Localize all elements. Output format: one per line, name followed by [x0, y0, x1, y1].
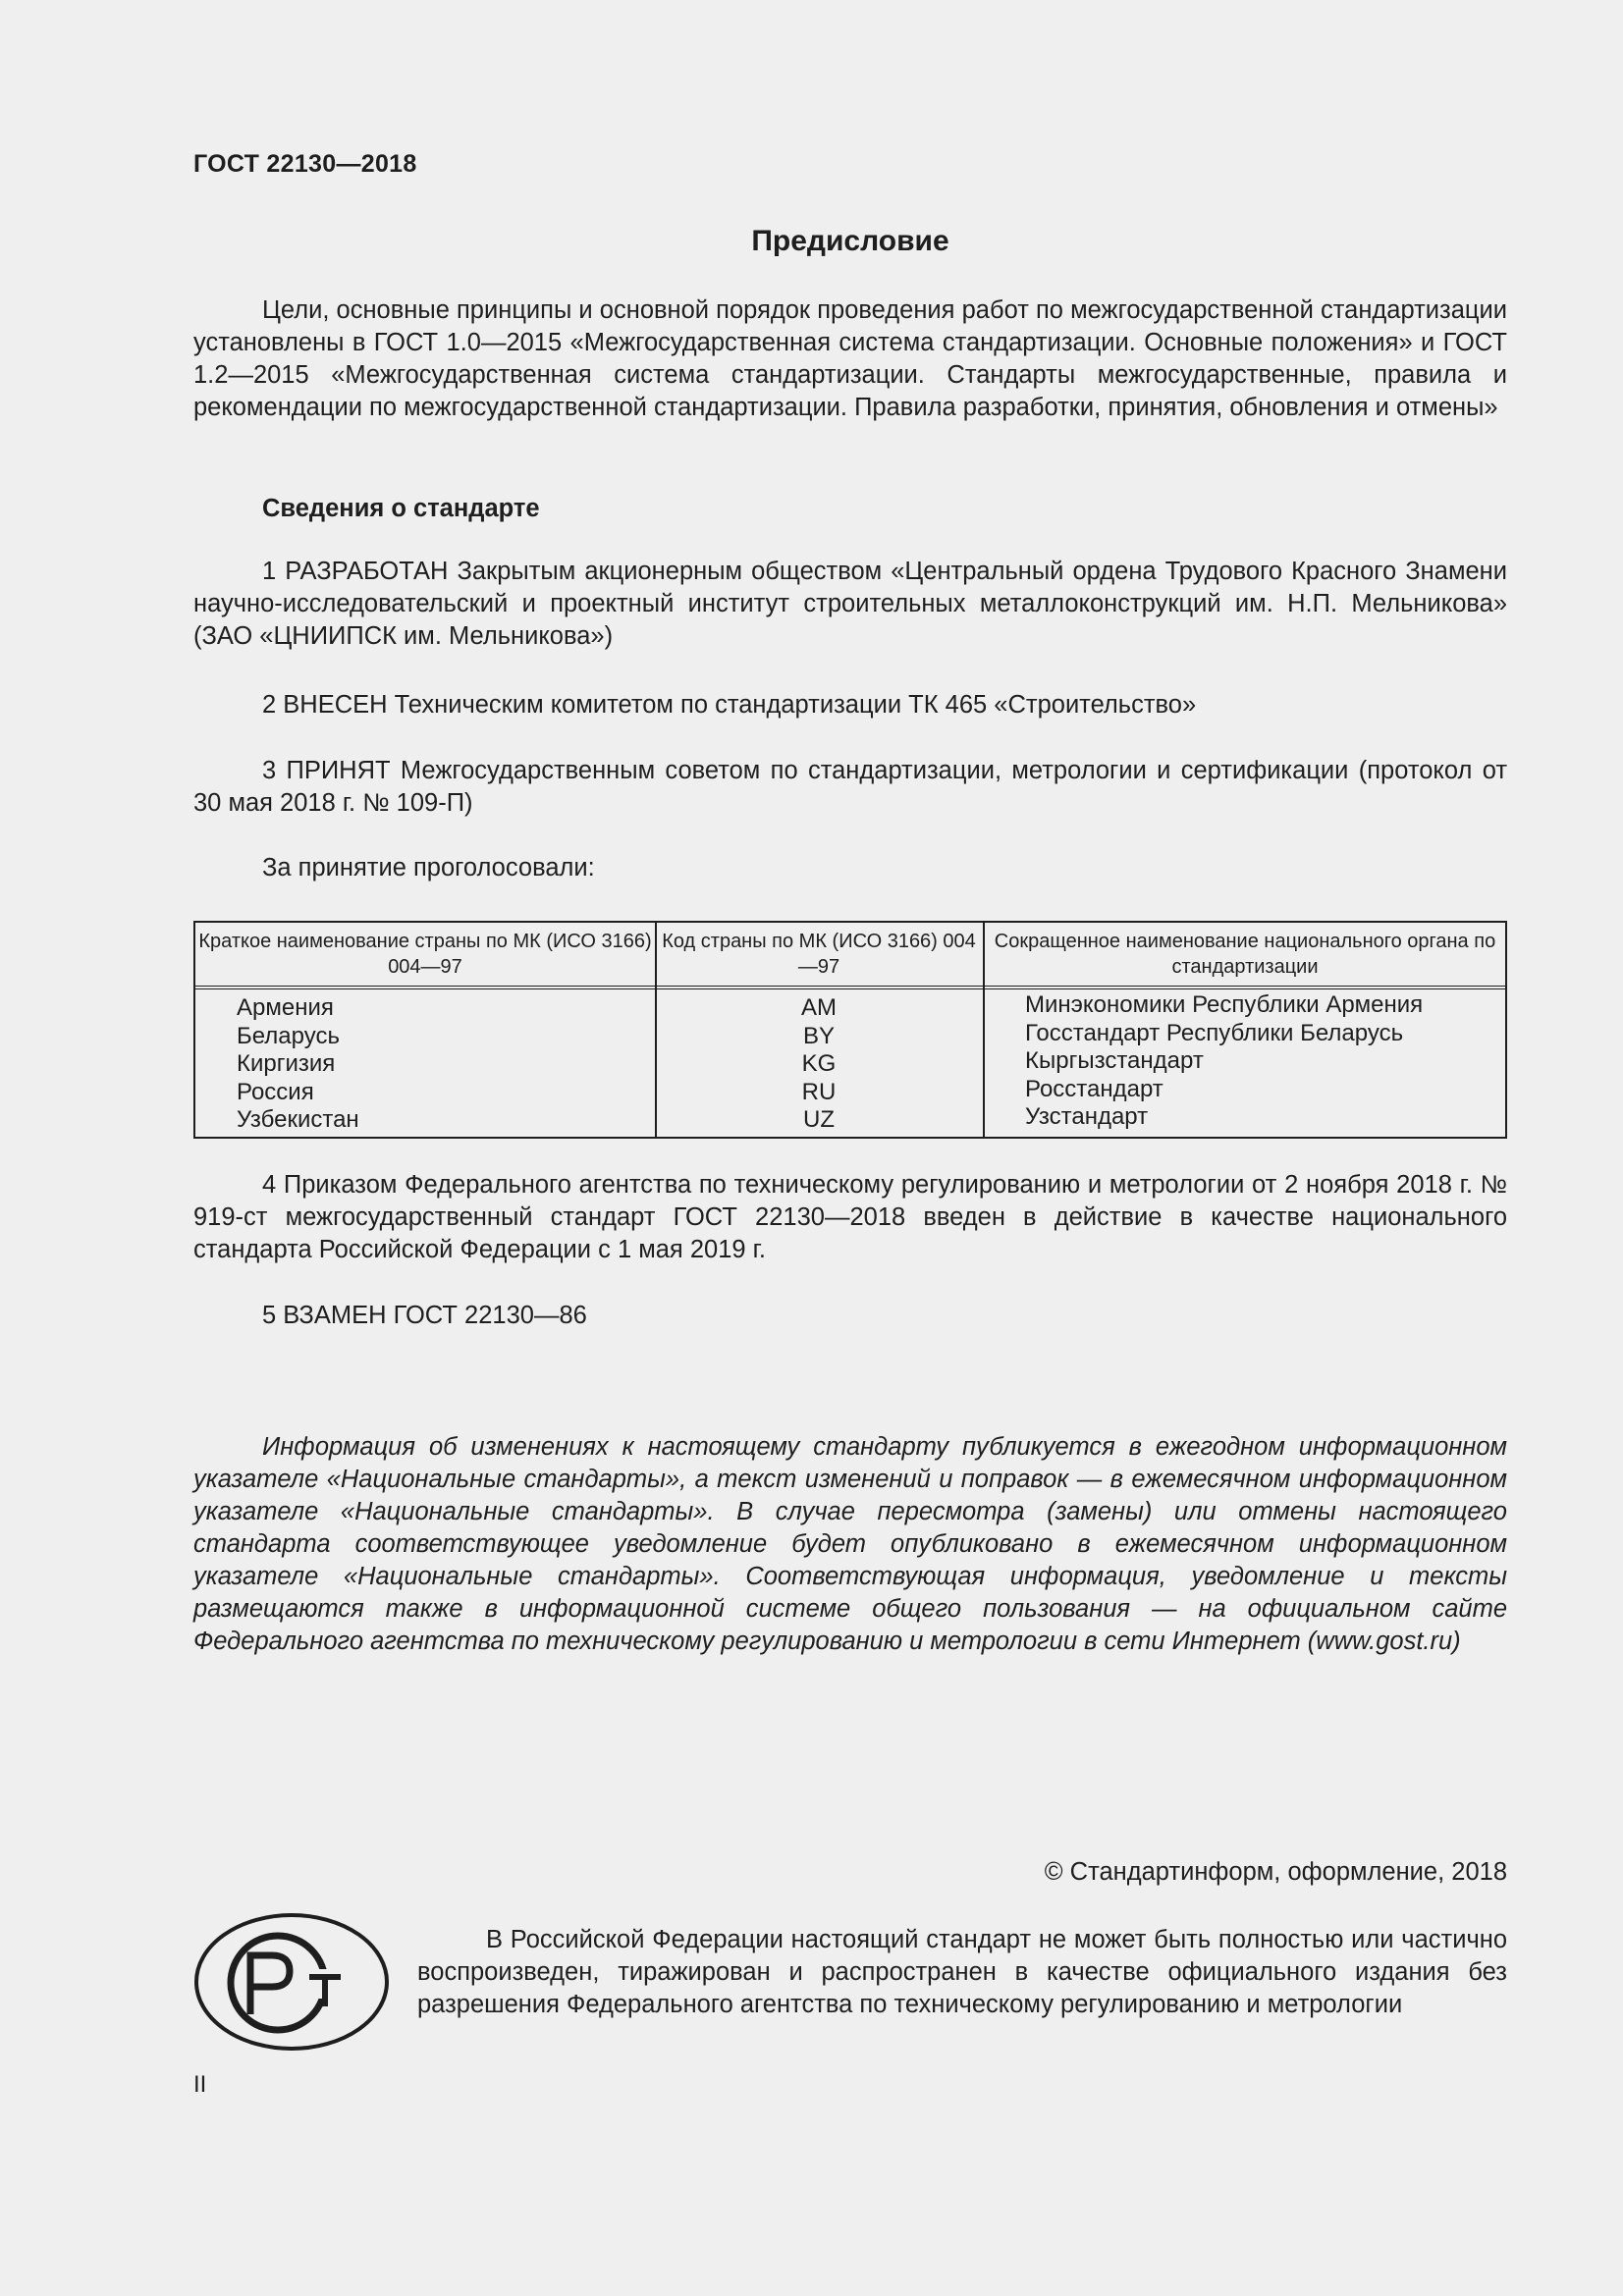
country-column [237, 994, 359, 1135]
table-cell-code: KG [801, 1050, 837, 1077]
intro-paragraph: Цели, основные принципы и основной порядок проведения работ по межгосударственной стандартизации установлены в ГОСТ 1.0—2015 «Межгосударственная система стандартизации. Основные положения» и ГОСТ 1.2—2015 «Межгосударственная система стандартизации. Стандарты межгосударственные, правила и рекомендации по межгосударственной стандартизации. Правила разработки, принятия, обновления и отмены» [193, 296, 1507, 421]
table-cell-body: Узстандарт [1025, 1103, 1149, 1130]
logo-letter-p [250, 1955, 290, 2014]
table-cell-country: Беларусь [237, 1022, 340, 1049]
item-adopted: 3 ПРИНЯТ Межгосударственным советом по стандартизации, метрологии и сертификации (протокол от 30 мая 2018 г. № 109-П) [193, 757, 1507, 817]
table-cell-body: Госстандарт Республики Беларусь [1025, 1019, 1404, 1046]
table-cell-country: Россия [237, 1078, 314, 1105]
page-title: Предисловие [751, 225, 949, 257]
gost-r-certification-mark-icon [193, 1912, 390, 2052]
table-cell-code: UZ [803, 1106, 835, 1133]
table-cell-code: AM [801, 994, 837, 1021]
table-cell-country: Армения [237, 994, 334, 1021]
table-cell-code: BY [802, 1022, 835, 1049]
info-notice: Информация об изменениях к настоящему стандарту публикуется в ежегодном информационном указателе «Национальные стандарты», а текст изменений и поправок — в ежемесячном информационном указателе «Национальные стандарты». В случае пересмотра (замены) или отмены настоящего стандарта соответствующее уведомление будет опубликовано в ежемесячном информационном указателе «Национальные стандарты». Соответствующая информация, уведомление и тексты размещаются также в информационной системе общего пользования — на официальном сайте Федерального агентства по техническому регулированию и метрологии в сети Интернет (www.gost.ru) [193, 1433, 1507, 1655]
voting-table [193, 921, 1507, 1139]
header-code: Код страны по МК (ИСО 3166) 004—97 [662, 931, 976, 978]
rf-reproduction-notice: В Российской Федерации настоящий стандарт не может быть полностью или частично воспроизведен, тиражирован и распространен в качестве официального издания без разрешения Федерального агентства по техническому регулированию и метрологии [417, 1926, 1507, 2018]
copyright-line: © Стандартинформ, оформление, 2018 [1044, 1858, 1507, 1886]
table-cell-code: RU [801, 1078, 837, 1105]
item-developed: 1 РАЗРАБОТАН Закрытым акционерным обществом «Центральный ордена Трудового Красного Знамени научно-исследовательский и проектный институт строительных металлоконструкций им. Н.П. Мельникова» (ЗАО «ЦНИИПСК им. Мельникова») [193, 558, 1507, 650]
table-cell-body: Росстандарт [1025, 1075, 1163, 1102]
table-cell-country: Узбекистан [237, 1106, 359, 1133]
table-cell-body: Кыргызстандарт [1025, 1047, 1204, 1074]
page-number: II [193, 2071, 207, 2098]
section-heading: Сведения о стандарте [262, 495, 540, 522]
item-replaces: 5 ВЗАМЕН ГОСТ 22130—86 [262, 1302, 587, 1329]
document-code: ГОСТ 22130—2018 [193, 150, 417, 178]
voted-label: За принятие проголосовали: [262, 854, 595, 881]
code-column [655, 994, 983, 1135]
table-cell-country: Киргизия [237, 1050, 336, 1077]
table-header [195, 923, 1505, 989]
item-introduced: 2 ВНЕСЕН Техническим комитетом по стандартизации ТК 465 «Строительство» [262, 691, 1197, 719]
header-body: Сокращенное наименование национального органа по стандартизации [994, 931, 1496, 978]
header-country: Краткое наименование страны по МК (ИСО 3166) 004—97 [198, 931, 652, 978]
item-enacted: 4 Приказом Федерального агентства по техническому регулированию и метрологии от 2 ноября 2018 г. № 919-ст межгосударственный стандарт ГОСТ 22130—2018 введен в действие в качестве национального стандарта Российской Федерации с 1 мая 2019 г. [193, 1171, 1507, 1263]
table-cell-body: Минэкономики Республики Армения [1025, 991, 1424, 1018]
body-column [1025, 991, 1423, 1132]
column-divider [983, 923, 985, 1137]
